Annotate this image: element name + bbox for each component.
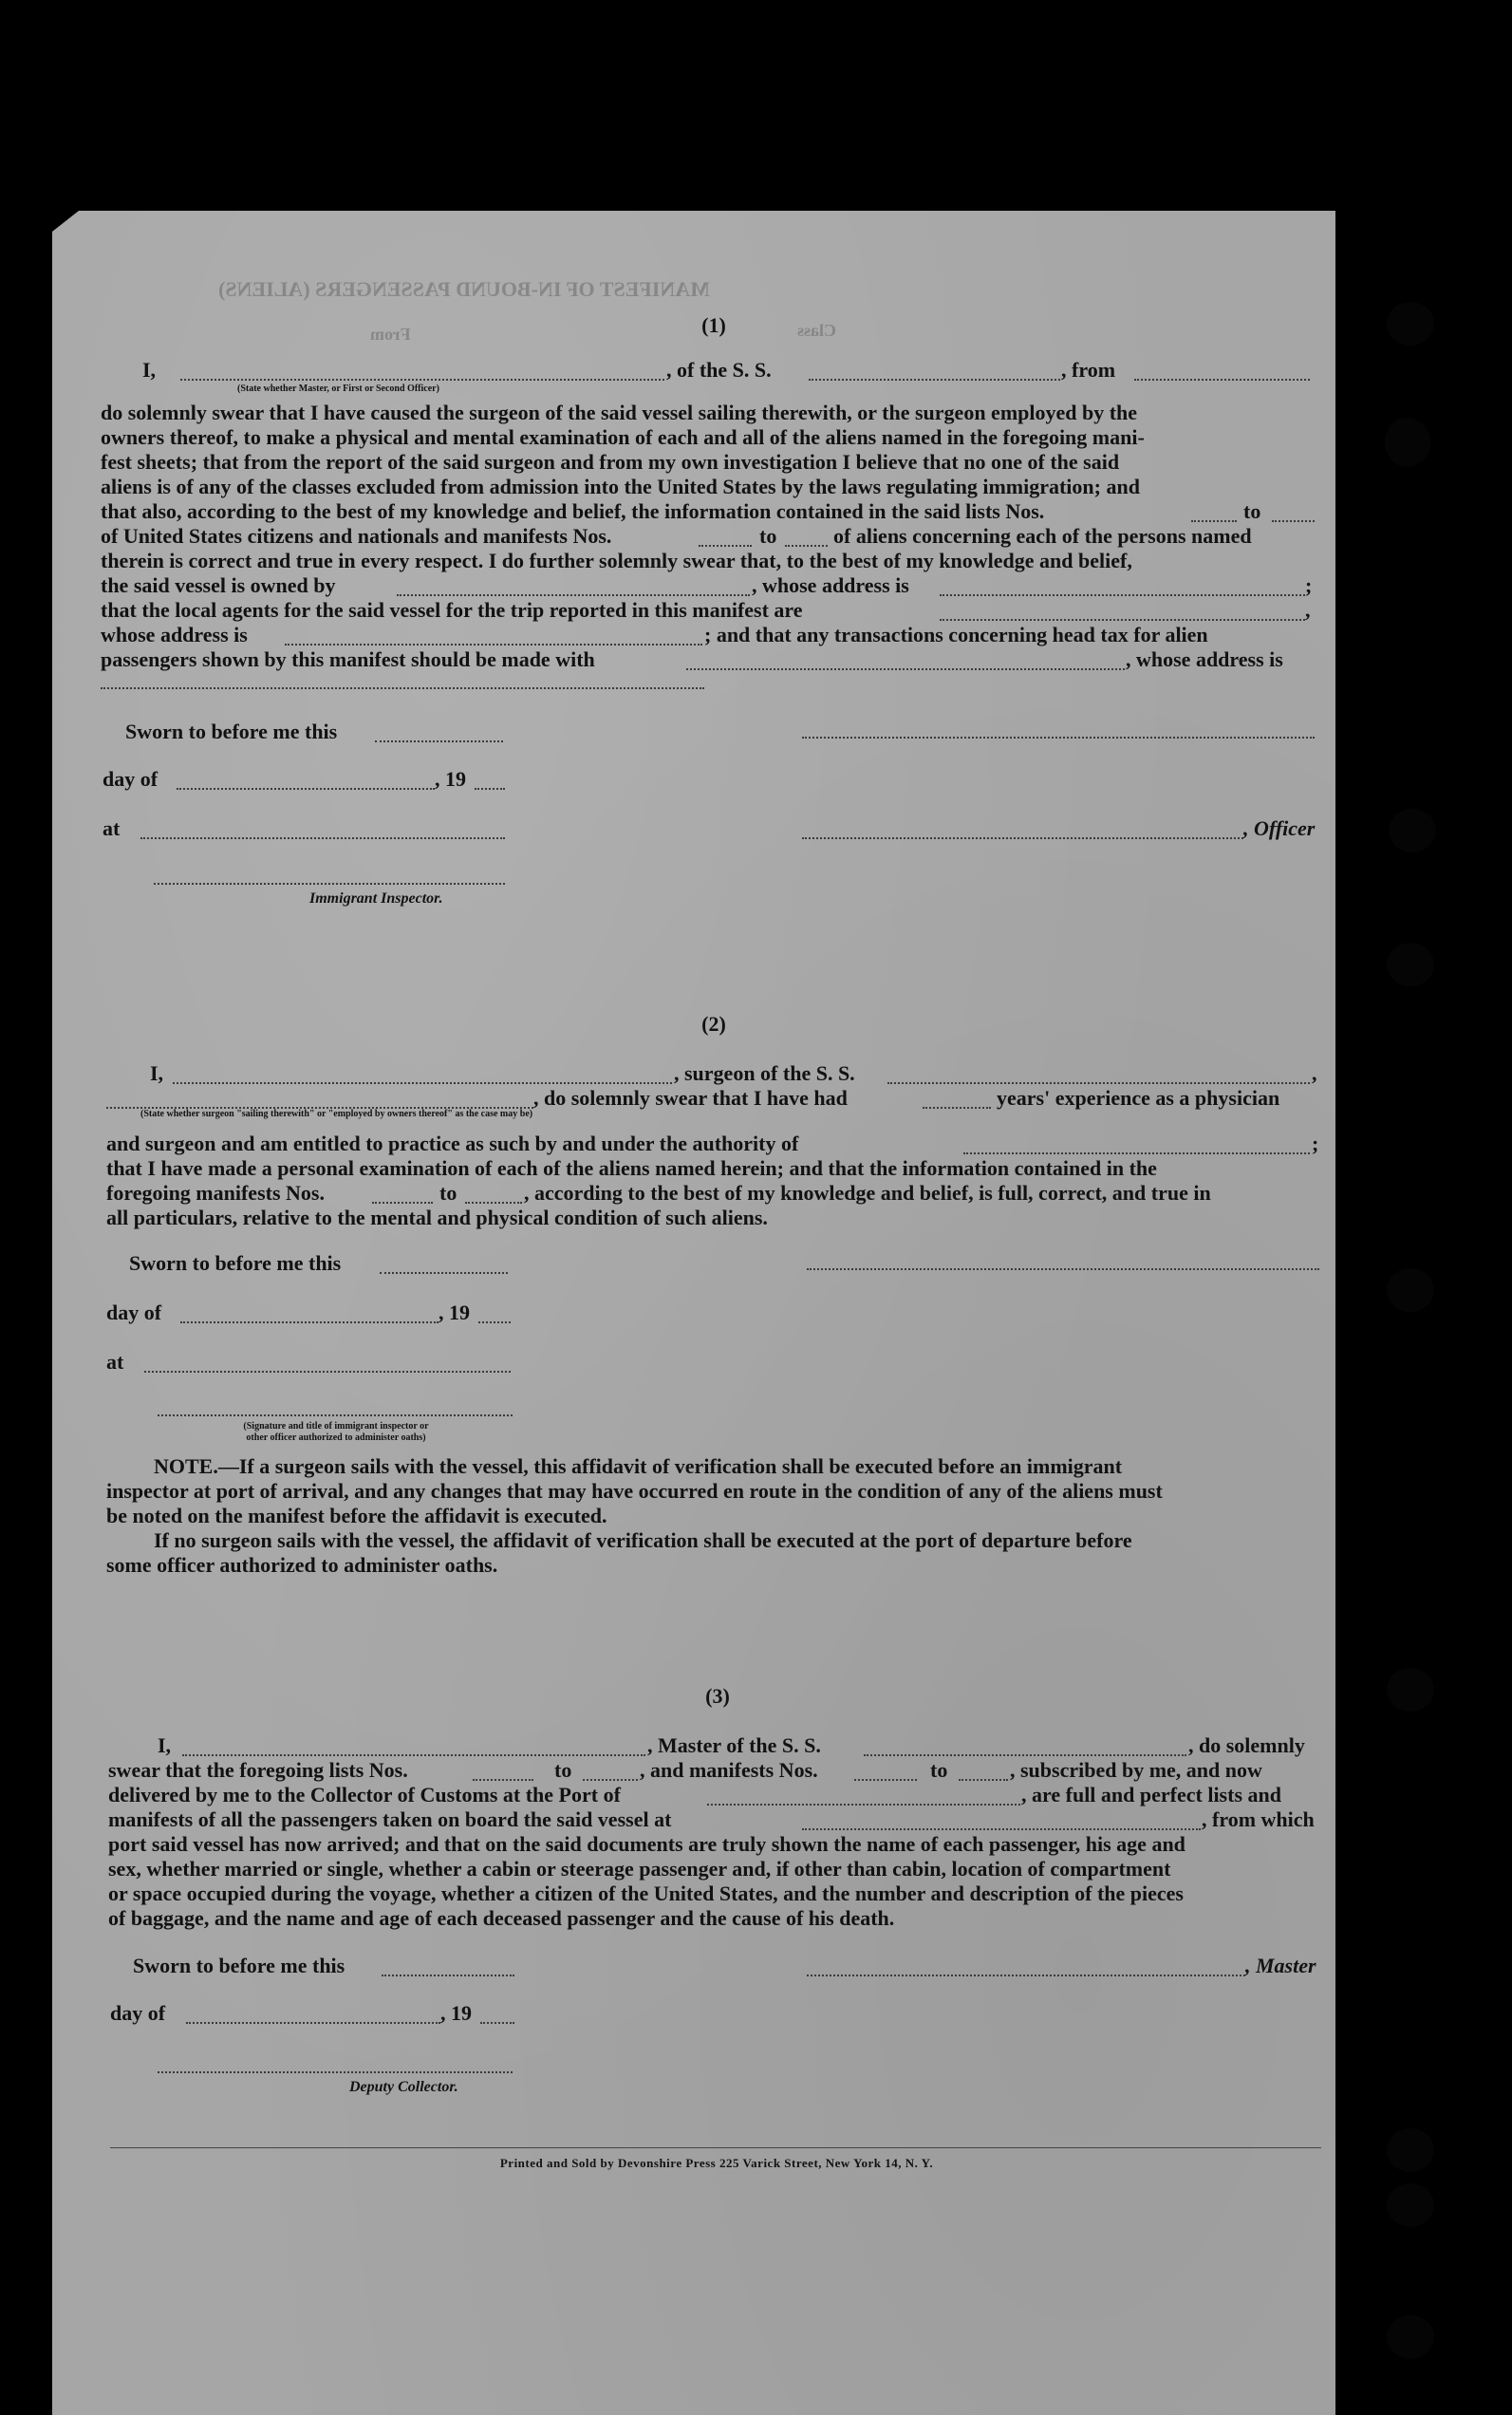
month-blank	[180, 1321, 439, 1323]
from-which-text: , from which	[1202, 1807, 1315, 1831]
particulars-text: all particulars, relative to the mental and physical condition of such aliens.	[106, 1206, 768, 1229]
note-line: some officer authorized to administer oaths.	[106, 1553, 498, 1577]
oath-text-line: that the local agents for the said vessel for the trip reported in this manifest are	[101, 598, 803, 622]
sworn-label: Sworn to before me this	[133, 1954, 345, 1977]
at-label: at	[103, 816, 121, 840]
master-oath-line: of baggage, and the name and age of each deceased passenger and the cause of his death.	[108, 1906, 895, 1930]
boarding-port-blank	[802, 1828, 1201, 1830]
binder-hole	[1387, 2183, 1434, 2227]
bleed-through-from: From	[370, 325, 411, 344]
master-name-blank	[180, 379, 664, 381]
vessel-name-blank	[809, 379, 1060, 381]
master-oath-line: or space occupied during the voyage, whether a citizen of the United States, and the number and description of the pieces	[108, 1881, 1184, 1905]
of-the-ss: , of the S. S.	[666, 358, 772, 382]
bleed-through-heading: MANIFEST OF IN-BOUND PASSENGERS (ALIENS)	[218, 277, 710, 301]
master-signature-blank	[807, 1975, 1245, 1976]
oath-text-line: that also, according to the best of my knowledge and belief, the information contained in the said lists Nos.	[101, 499, 1045, 523]
surgeon-signature-blank	[807, 1268, 1319, 1270]
year-blank	[478, 1321, 511, 1323]
master-name-blank	[182, 1754, 645, 1756]
note-line: If no surgeon sails with the vessel, the affidavit of verification shall be executed at the port of departure before	[154, 1528, 1132, 1552]
officer-label: , Officer	[1243, 816, 1316, 840]
master-label: , Master	[1245, 1954, 1316, 1977]
port-blank	[707, 1804, 1020, 1806]
to-label: to	[930, 1758, 948, 1782]
place-blank	[144, 1371, 511, 1373]
lists-to-label: to	[1243, 499, 1261, 523]
to-label: to	[439, 1181, 457, 1205]
section-3-number: (3)	[705, 1684, 730, 1708]
oath-text-line: owners thereof, to make a physical and mental examination of each and all of the aliens named in the foregoing mani-	[101, 425, 1145, 449]
lists-from-blank	[473, 1779, 533, 1781]
years-blank	[923, 1107, 991, 1109]
head-tax-address-blank	[101, 687, 704, 689]
surgeon-note: (State whether surgeon "sailing therewith" or "employed by owners thereof" as the case may be)	[140, 1109, 533, 1119]
do-solemnly: , do solemnly	[1188, 1733, 1305, 1757]
binder-hole	[1387, 2315, 1434, 2359]
swear-lists: swear that the foregoing lists Nos.	[108, 1758, 408, 1782]
master-of-ss: , Master of the S. S.	[647, 1733, 821, 1757]
semicolon: ;	[1312, 1132, 1319, 1155]
binder-hole	[1387, 1268, 1434, 1312]
from-label: , from	[1061, 358, 1116, 382]
bleed-through-class: Class	[797, 321, 837, 340]
manifests-to-blank	[465, 1202, 522, 1204]
binder-hole	[1385, 418, 1430, 467]
printer-imprint: Printed and Sold by Devonshire Press 225 Varick Street, New York 14, N. Y.	[499, 2156, 934, 2170]
aliens-concerning: of aliens concerning each of the persons named	[833, 524, 1252, 548]
owner-address-label: , whose address is	[752, 573, 909, 597]
semicolon: ;	[1305, 573, 1313, 597]
binder-hole	[1387, 1668, 1434, 1712]
owner-address-blank	[940, 594, 1305, 596]
binder-hole	[1387, 302, 1434, 346]
swear-had: , do solemnly swear that I have had	[533, 1086, 848, 1110]
practice-text: and surgeon and am entitled to practice as such by and under the authority of	[106, 1132, 799, 1155]
surgeon-intro-I: I,	[150, 1061, 164, 1085]
day-of-label: day of	[106, 1301, 162, 1324]
surgeon-vessel-blank	[887, 1082, 1310, 1084]
oath-intro-I: I,	[142, 358, 157, 382]
master-vessel-blank	[864, 1754, 1186, 1756]
manifests-from-blank	[699, 545, 752, 547]
year-label: , 19	[435, 767, 466, 791]
years-experience: years' experience as a physician	[997, 1086, 1280, 1110]
sworn-label: Sworn to before me this	[129, 1251, 342, 1275]
oath-text-line: therein is correct and true in every respect. I do further solemnly swear that, to the best of my knowledge and belief,	[101, 549, 1132, 572]
comma: ,	[1312, 1061, 1317, 1085]
section-2-number: (2)	[701, 1012, 726, 1036]
year-label: , 19	[439, 1301, 470, 1324]
agents-address-blank	[285, 644, 702, 646]
footer-rule	[110, 2147, 1321, 2148]
delivered-text: delivered by me to the Collector of Customs at the Port of	[108, 1783, 621, 1807]
oath-text-line: the said vessel is owned by	[101, 573, 336, 597]
note-line: inspector at port of arrival, and any changes that may have occurred en route in the condition of any of the aliens must	[106, 1479, 1163, 1503]
master-note: (State whether Master, or First or Second Officer)	[237, 384, 439, 394]
at-label: at	[106, 1350, 124, 1374]
to-label: to	[554, 1758, 572, 1782]
oath-text-line: of United States citizens and nationals and manifests Nos.	[101, 524, 612, 548]
signature-note: (Signature and title of immigrant inspector or	[243, 1421, 429, 1432]
full-perfect-text: , are full and perfect lists and	[1021, 1783, 1281, 1807]
note-line: NOTE.—If a surgeon sails with the vessel, this affidavit of verification shall be executed before an immigrant	[154, 1454, 1123, 1478]
signature-note: other officer authorized to administer oaths)	[246, 1432, 426, 1443]
master-oath-line: port said vessel has now arrived; and that on the said documents are truly shown the name of each passenger, his age and	[108, 1832, 1185, 1856]
according-text: , according to the best of my knowledge and belief, is full, correct, and true in	[524, 1181, 1211, 1205]
personal-exam-text: that I have made a personal examination of each of the aliens named herein; and that the information contained in the	[106, 1156, 1157, 1180]
and-manifests: , and manifests Nos.	[640, 1758, 818, 1782]
oath-text-line: fest sheets; that from the report of the said surgeon and from my own investigation I believe that no one of the said	[101, 450, 1120, 474]
year-blank	[480, 2022, 514, 2024]
manifests-from-blank	[372, 1202, 433, 1204]
owner-blank	[397, 594, 750, 596]
manifests-to-blank	[785, 545, 828, 547]
inspector-signature-blank	[154, 883, 505, 885]
officer-signature-blank	[802, 737, 1315, 739]
sworn-day-blank	[375, 740, 503, 742]
head-tax-address-label: , whose address is	[1126, 647, 1283, 671]
sworn-day-blank	[382, 1975, 514, 1976]
surgeon-of-ss: , surgeon of the S. S.	[674, 1061, 855, 1085]
head-tax-party-blank	[686, 668, 1125, 670]
manifests-to-blank	[959, 1779, 1008, 1781]
place-blank	[140, 837, 505, 839]
manifests-from-blank	[854, 1779, 917, 1781]
month-blank	[186, 2022, 440, 2024]
agents-blank	[940, 619, 1305, 621]
binder-hole	[1387, 943, 1434, 986]
oath-text-line: whose address is	[101, 623, 248, 646]
lists-from-blank	[1191, 520, 1237, 522]
surgeon-name-blank	[173, 1082, 672, 1084]
immigrant-inspector-label: Immigrant Inspector.	[309, 890, 443, 907]
binder-hole	[1387, 2128, 1434, 2172]
day-of-label: day of	[103, 767, 159, 791]
foregoing-text: foregoing manifests Nos.	[106, 1181, 325, 1205]
day-of-label: day of	[110, 2001, 166, 2025]
month-blank	[177, 788, 435, 790]
manifests-to-label: to	[759, 524, 777, 548]
master-intro-I: I,	[158, 1733, 172, 1757]
head-tax-text: ; and that any transactions concerning head tax for alien	[704, 623, 1208, 646]
oath-text-line: do solemnly swear that I have caused the surgeon of the said vessel sailing therewith, or the surgeon employed by the	[101, 401, 1138, 424]
deputy-signature-blank	[158, 2071, 513, 2073]
authority-blank	[963, 1152, 1310, 1154]
note-line: be noted on the manifest before the affidavit is executed.	[106, 1504, 607, 1527]
deputy-collector-label: Deputy Collector.	[349, 2079, 458, 2095]
oath-text-line: passengers shown by this manifest should be made with	[101, 647, 595, 671]
lists-to-blank	[583, 1779, 638, 1781]
section-1-number: (1)	[701, 313, 726, 337]
lists-to-blank	[1272, 520, 1315, 522]
sworn-day-blank	[380, 1272, 508, 1274]
comma: ,	[1305, 598, 1311, 622]
year-blank	[475, 788, 505, 790]
year-label: , 19	[440, 2001, 472, 2025]
inspector-signature-blank	[158, 1414, 513, 1416]
sworn-label: Sworn to before me this	[125, 720, 338, 743]
master-oath-line: sex, whether married or single, whether a cabin or steerage passenger and, if other than cabin, location of compartment	[108, 1857, 1171, 1881]
oath-text-line: aliens is of any of the classes excluded from admission into the United States by the laws regulating immigration; and	[101, 475, 1140, 498]
binder-hole	[1389, 809, 1436, 852]
from-port-blank	[1134, 379, 1310, 381]
subscribed-text: , subscribed by me, and now	[1010, 1758, 1262, 1782]
manifests-of-text: manifests of all the passengers taken on board the said vessel at	[108, 1807, 672, 1831]
officer-title-blank	[802, 837, 1243, 839]
